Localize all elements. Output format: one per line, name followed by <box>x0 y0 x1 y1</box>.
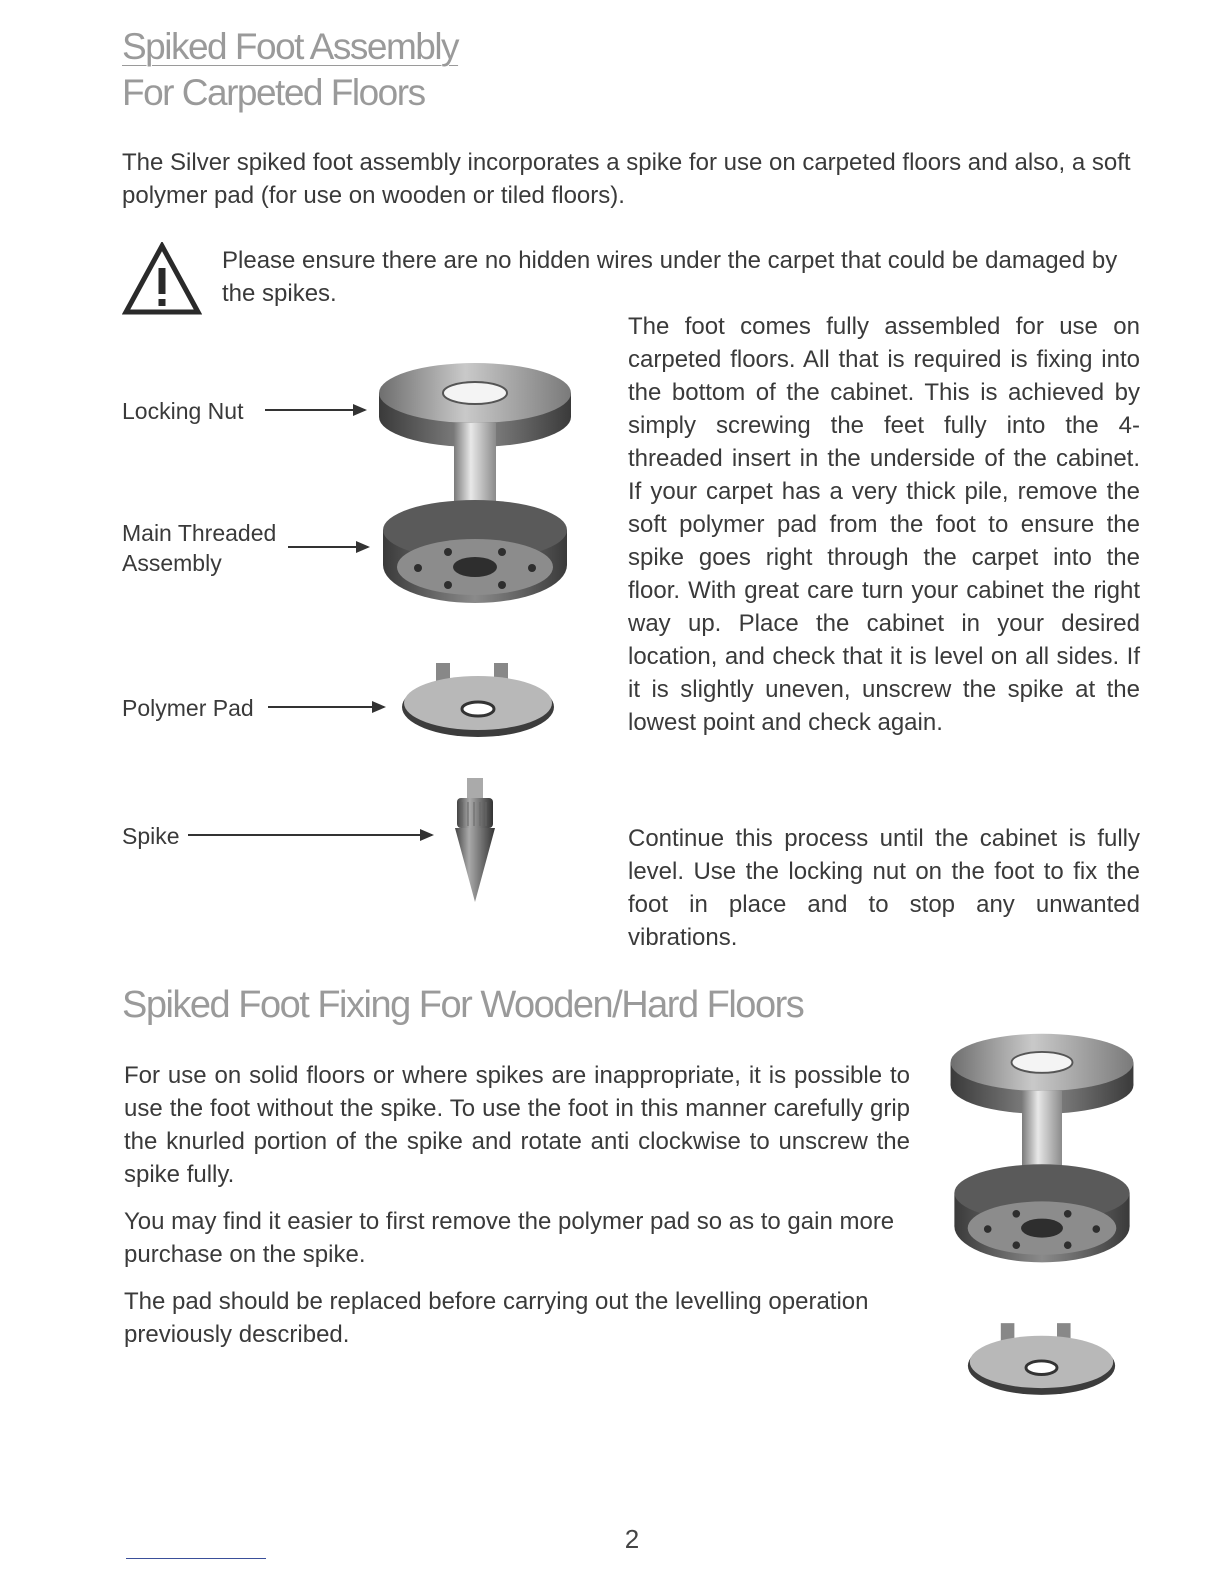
main-threaded-label <box>122 518 276 578</box>
hard-floor-paragraph-3: The pad should be replaced before carrying out the levelling operation previously described. <box>124 1288 869 1348</box>
assembly-paragraph: The foot comes fully assembled for use on carpeted floors. All that is required is fixing into the bottom of the cabinet. This is achieved by simply screwing the feet fully into the 4-threaded insert in the underside of the cabinet. If your carpet has a very thick pile, remove the soft polymer pad from the foot to ensure the spike goes right through the carpet into the floor. With great care turn your cabinet the right way up. Place the cabinet in your desired location, and check that it is level on all sides. If it is slightly uneven, unscrew the spike at the lowest point and check again. <box>628 313 1140 736</box>
main-threaded-label-line-1: Main Threaded <box>122 520 277 546</box>
warning-text: Please ensure there are no hidden wires under the carpet that could be damaged by the spikes. <box>222 247 1118 307</box>
title-line-1: Spiked Foot Assembly <box>122 26 459 67</box>
intro-paragraph: The Silver spiked foot assembly incorporates a spike for use on carpeted floors and also, a soft polymer pad (for use on wooden or tiled floors). <box>122 149 1131 209</box>
section-2-title: Spiked Foot Fixing For Wooden/Hard Floors <box>122 984 804 1026</box>
foot-assembly-illustration <box>370 355 580 615</box>
spike-label: Spike <box>122 823 180 849</box>
title-line-2: For Carpeted Floors <box>122 72 425 113</box>
polymer-pad-illustration <box>398 655 558 745</box>
locking-nut-label: Locking Nut <box>122 398 244 424</box>
spike-illustration <box>450 778 500 903</box>
locking-nut-arrow-icon <box>265 409 365 411</box>
levelling-paragraph: Continue this process until the cabinet is fully level. Use the locking nut on the foot to fix the foot in place and to stop any unwanted vibrations. <box>628 825 1140 951</box>
polymer-pad-arrow-icon <box>268 706 384 708</box>
page-number: 2 <box>624 1524 640 1554</box>
warning-triangle-icon <box>122 242 202 318</box>
spike-arrow-icon <box>188 834 432 836</box>
hard-floor-paragraph-1: For use on solid floors or where spikes are inappropriate, it is possible to use the foot without the spike. To use the foot in this manner carefully grip the knurled portion of the spike and rotate anti clockwise to unscrew the spike fully. <box>124 1062 910 1188</box>
footer-rule <box>126 1558 266 1559</box>
main-threaded-arrow-icon <box>288 546 368 548</box>
polymer-pad-label: Polymer Pad <box>122 695 254 721</box>
hard-floor-paragraph-2: You may find it easier to first remove the polymer pad so as to gain more purchase on the spike. <box>124 1208 895 1268</box>
polymer-pad-illustration-2 <box>964 1315 1119 1403</box>
section-1-title <box>122 24 458 116</box>
main-threaded-label-line-2: Assembly <box>122 550 222 576</box>
foot-assembly-illustration-2 <box>942 1025 1142 1275</box>
